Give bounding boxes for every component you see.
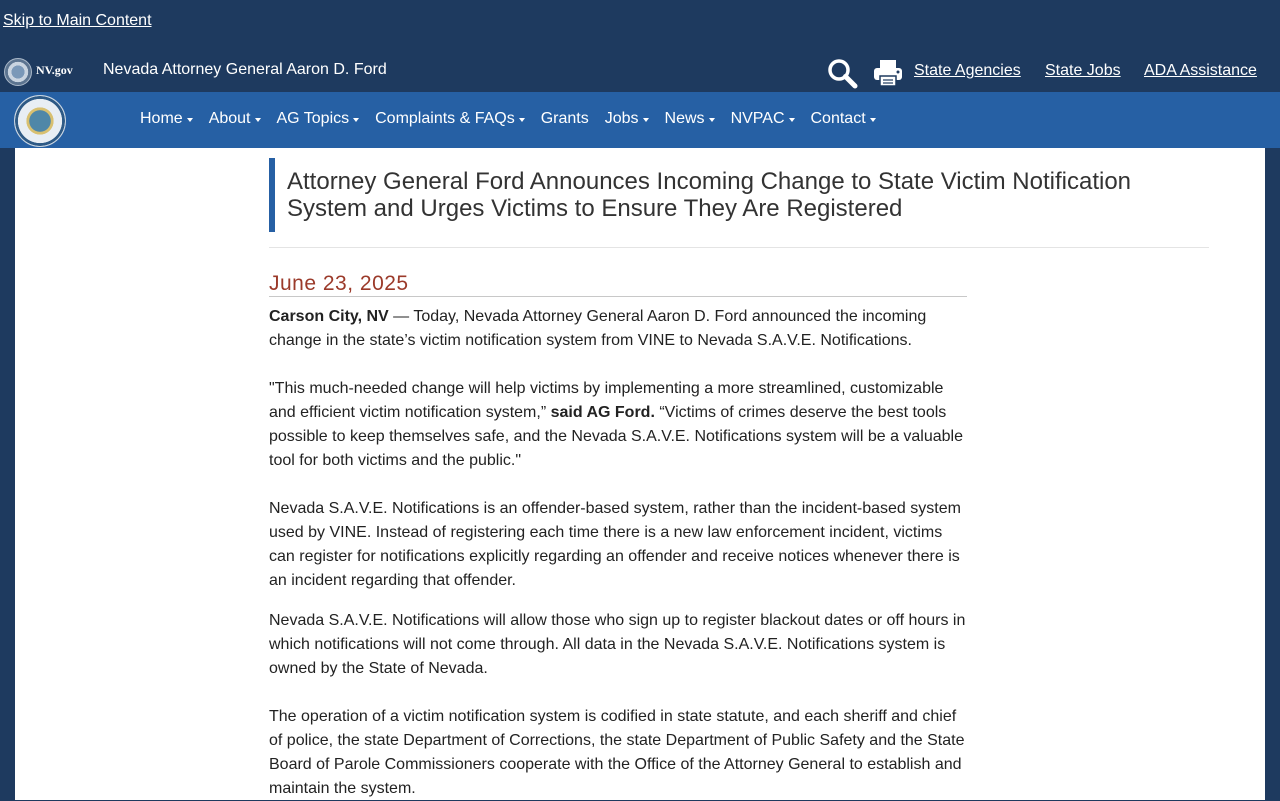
caret-down-icon <box>709 118 715 122</box>
caret-down-icon <box>353 118 359 122</box>
nav-item-ag-topics[interactable] <box>277 110 360 128</box>
article-headline: Attorney General Ford Announces Incoming Change to State Victim Notification System and Urges Victims to Ensure They Are Registered <box>287 168 1132 222</box>
quote-part-a: "This much-needed change will help victims by implementing a more streamlined, customizable and efficient victim notification system,” <box>269 380 944 421</box>
article-body <box>269 305 969 801</box>
paragraph-2 <box>269 377 969 473</box>
caret-down-icon <box>187 118 193 122</box>
nav-item-label: About <box>208 110 251 127</box>
paragraph-1 <box>269 305 969 353</box>
said-ag-ford: said AG Ford. <box>550 404 655 421</box>
quote-part-b: “Victims of crimes deserve the best tools possible to keep themselves safe, and the Nevada S.A.V.E. Notifications system will be a valuable tool for both victims and the public." <box>269 404 964 469</box>
nav-item-about[interactable] <box>209 110 261 128</box>
date-divider <box>269 296 967 297</box>
nvgov-seal-icon[interactable] <box>4 58 32 86</box>
headline-divider <box>269 247 1209 248</box>
nav-item-grants[interactable] <box>541 110 589 128</box>
paragraph-5: The operation of a victim notification system is codified in state statute, and each sheriff and chief of police, the state Department of Corrections, the state Department of Public Safety and the State Board of Parole Commissioners cooperate with the Office of the Attorney General to establish and maintain the system. <box>269 708 965 797</box>
caret-down-icon <box>789 118 795 122</box>
nav-item-label: Contact <box>810 110 866 127</box>
nav-menu <box>140 110 892 128</box>
ada-assistance-link[interactable]: ADA Assistance <box>1144 62 1257 79</box>
ag-office-seal-icon[interactable] <box>14 95 66 147</box>
skip-bar <box>0 0 1280 44</box>
article-date: June 23, 2025 <box>269 272 409 295</box>
state-agencies-link[interactable]: State Agencies <box>914 62 1021 79</box>
nvgov-logo-text[interactable]: NV.gov <box>36 63 73 77</box>
nav-item-label: AG Topics <box>276 110 350 127</box>
printer-icon[interactable] <box>873 58 903 88</box>
main-content <box>15 148 1265 800</box>
nav-item-news[interactable] <box>665 110 715 128</box>
caret-down-icon <box>519 118 525 122</box>
nav-item-label: Complaints & FAQs <box>375 110 515 127</box>
paragraph-4: Nevada S.A.V.E. Notifications will allow those who sign up to register blackout dates or off hours in which notifications will not come through. All data in the Nevada S.A.V.E. Notifications system is owned by the State of Nevada. <box>269 612 966 677</box>
nav-item-nvpac[interactable] <box>731 110 795 128</box>
paragraph-1-text: — Today, Nevada Attorney General Aaron D. Ford announced the incoming change in the state’s victim notification system from VINE to Nevada S.A.V.E. Notifications. <box>269 308 927 349</box>
main-nav <box>0 92 1280 148</box>
paragraph-3: Nevada S.A.V.E. Notifications is an offender-based system, rather than the incident-based system used by VINE. Instead of registering each time there is a new law enforcement incident, victims can register for notifications explicitly regarding an offender and receive notices whenever there is an incident regarding that offender. <box>269 500 961 589</box>
caret-down-icon <box>643 118 649 122</box>
nav-item-label: Home <box>140 110 183 127</box>
nav-item-label: NVPAC <box>730 110 785 127</box>
caret-down-icon <box>255 118 261 122</box>
nav-item-jobs[interactable] <box>605 110 649 128</box>
site-name[interactable]: Nevada Attorney General Aaron D. Ford <box>103 61 387 78</box>
caret-down-icon <box>870 118 876 122</box>
nav-item-label: Jobs <box>604 110 639 127</box>
nav-item-complaints-faqs[interactable] <box>375 110 525 128</box>
nav-item-label: News <box>664 110 705 127</box>
dateline: Carson City, NV <box>269 308 389 325</box>
search-icon[interactable] <box>826 57 858 89</box>
nav-item-label: Grants <box>540 110 589 127</box>
nav-item-home[interactable] <box>140 110 193 128</box>
state-jobs-link[interactable]: State Jobs <box>1045 62 1121 79</box>
nav-item-contact[interactable] <box>811 110 876 128</box>
utility-header <box>0 44 1280 92</box>
headline-block <box>269 158 1209 232</box>
skip-to-main-link[interactable]: Skip to Main Content <box>3 12 152 29</box>
